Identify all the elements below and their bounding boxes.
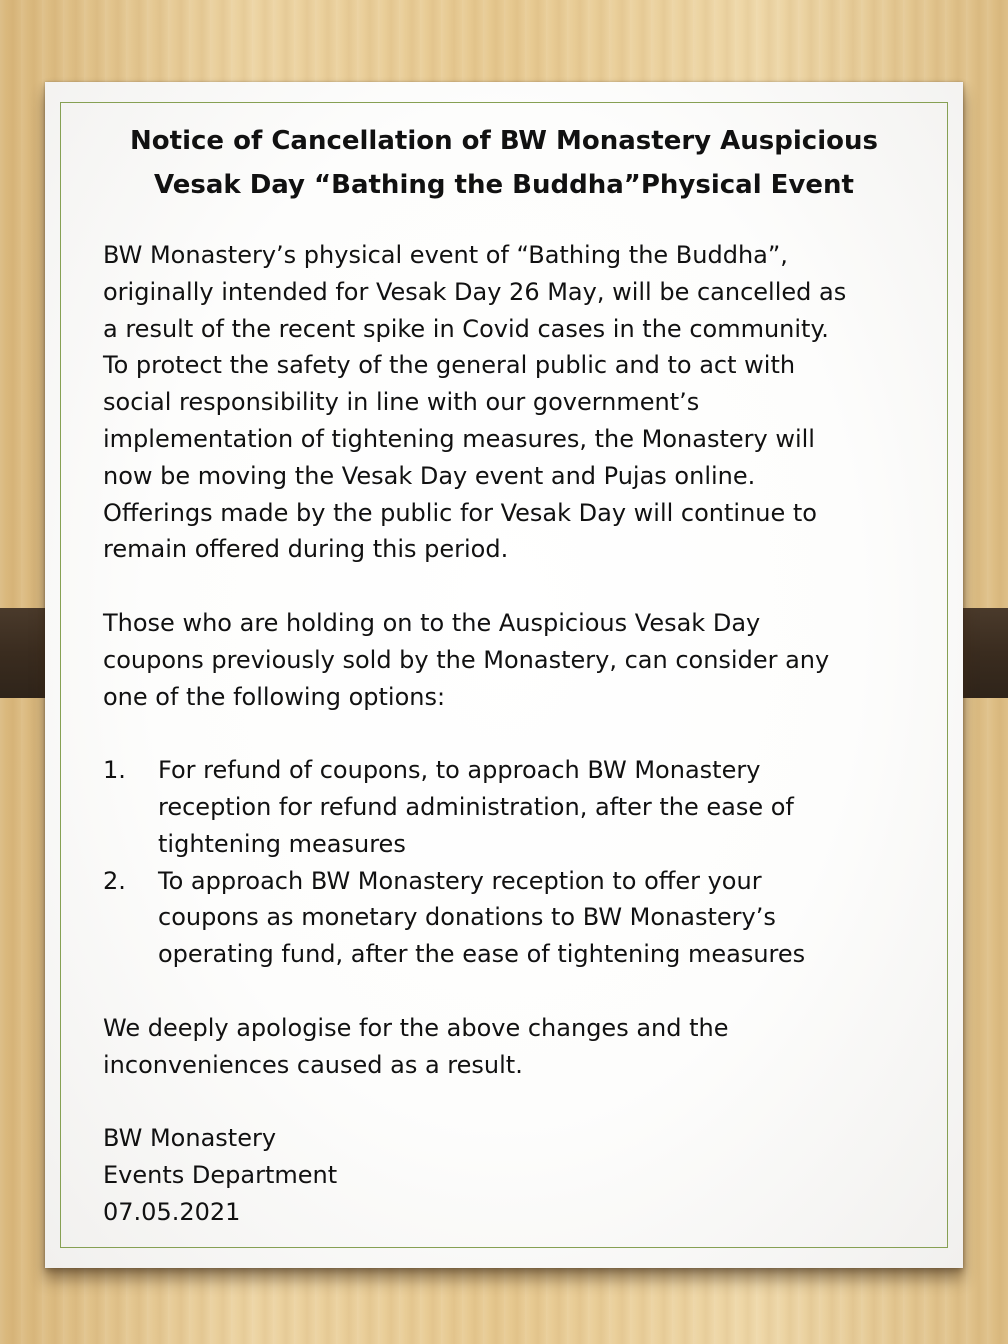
text-line: implementation of tightening measures, the Monastery will: [103, 424, 815, 453]
text-line: reception for refund administration, after the ease of: [158, 792, 794, 821]
notice-body: [103, 237, 943, 1231]
option-item-donation: [103, 863, 943, 973]
text-line: Offerings made by the public for Vesak Day will continue to: [103, 498, 817, 527]
text-line: social responsibility in line with our government’s: [103, 388, 700, 417]
text-line: To protect the safety of the general public and to act with: [103, 351, 796, 380]
notice-title: [45, 119, 963, 207]
apology-paragraph: [103, 1010, 943, 1084]
text-line: BW Monastery’s physical event of “Bathing the Buddha”,: [103, 241, 788, 269]
text-line: Those who are holding on to the Auspicious Vesak Day: [103, 608, 761, 637]
list-number: 2.: [103, 866, 126, 895]
notice-paper: [45, 82, 963, 1268]
title-line: Vesak Day “Bathing the Buddha”Physical Event: [154, 170, 854, 200]
options-list: [103, 752, 943, 973]
signature-department: Events Department: [103, 1160, 338, 1189]
title-line: Notice of Cancellation of BW Monastery Auspicious: [130, 126, 878, 156]
text-line: coupons as monetary donations to BW Monastery’s: [158, 903, 776, 932]
text-line: one of the following options:: [103, 682, 446, 711]
text-line: To approach BW Monastery reception to offer your: [158, 866, 762, 895]
text-line: a result of the recent spike in Covid cases in the community.: [103, 314, 829, 343]
coupon-paragraph: [103, 605, 943, 715]
signature-block: [103, 1120, 943, 1230]
text-line: inconveniences caused as a result.: [103, 1050, 523, 1079]
text-line: tightening measures: [158, 829, 406, 858]
list-number: 1.: [103, 756, 126, 785]
option-item-refund: [103, 752, 943, 862]
text-line: now be moving the Vesak Day event and Pujas online.: [103, 461, 756, 490]
text-line: remain offered during this period.: [103, 535, 509, 564]
text-line: operating fund, after the ease of tightening measures: [158, 940, 806, 969]
cancellation-paragraph: [103, 237, 943, 568]
text-line: coupons previously sold by the Monastery, can consider any: [103, 645, 830, 674]
text-line: originally intended for Vesak Day 26 May, will be cancelled as: [103, 277, 847, 306]
signature-organization: BW Monastery: [103, 1124, 277, 1153]
text-line: We deeply apologise for the above changes and the: [103, 1013, 729, 1042]
text-line: For refund of coupons, to approach BW Monastery: [158, 756, 761, 785]
signature-date: 07.05.2021: [103, 1197, 241, 1226]
